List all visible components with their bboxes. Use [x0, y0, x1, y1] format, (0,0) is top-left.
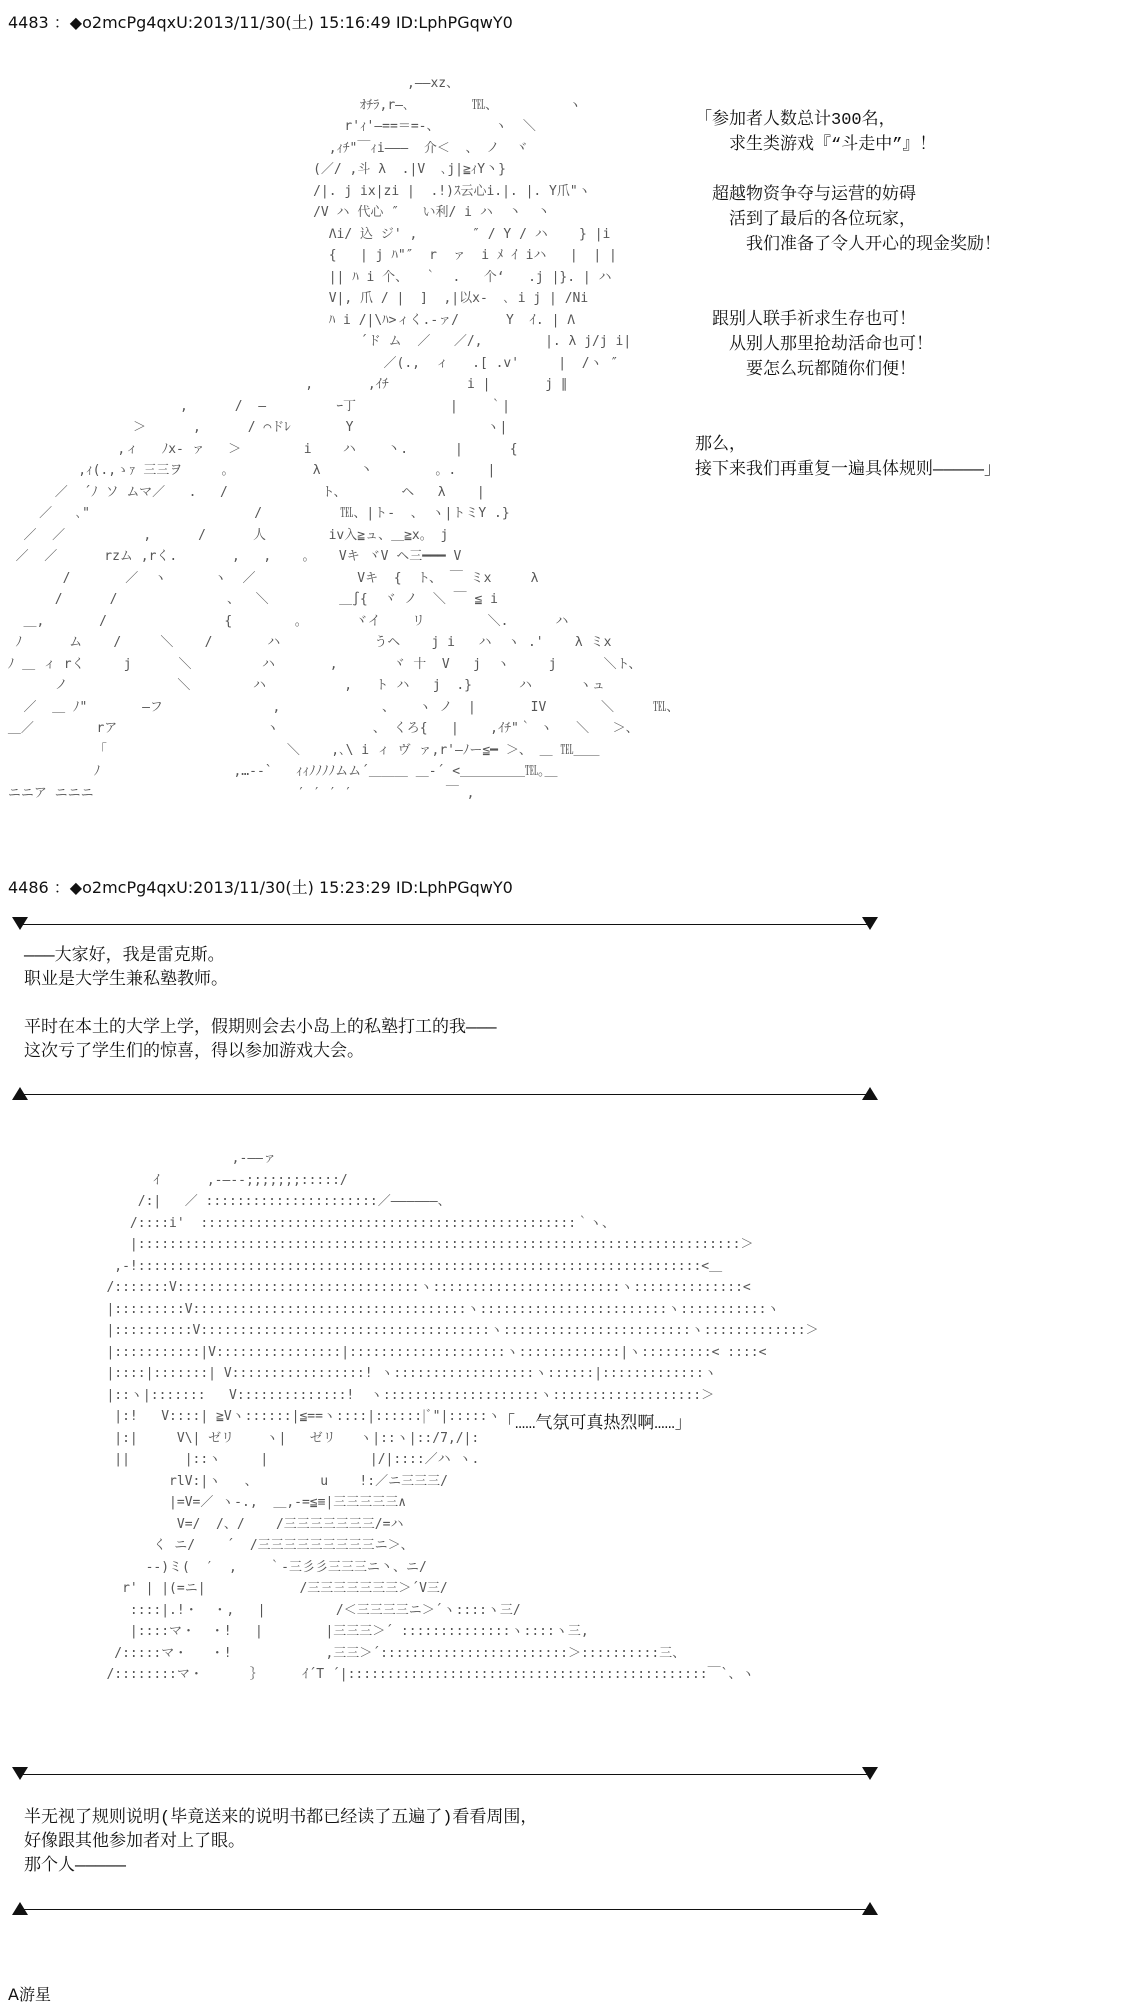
narration-look-around: 半无视了规则说明(毕竟送来的说明书都已经读了五遍了)看看周围， 好像跟其他参加者对上了眼。 那个人――――― [24, 1809, 538, 1876]
divider-bottom-2 [12, 1902, 878, 1916]
rex-dialogue: 「……气氛可真热烈啊……」 [498, 1415, 692, 1434]
divider-bottom [12, 1087, 878, 1101]
post-header-4486: 4486 ：◆o2mcPg4qxU:2013/11/30(土) 15:23:29 ID:LphPGqwY0 [8, 878, 513, 897]
ascii-art-figure-cloaked: ,――xz、 ｵﾁﾗ,r―､ ℡、 ヽ r'ｨ'―==＝=-、 ヽ ＼ ,ｨﾁ"￣ｨi――― 介＜ 、 ノ ヾ (／/ ,斗 λ .|V ､j|≧ｨY丶} /|. j ix|zi | .!)ｽ云心i.|. |. Y爪"ヽ /V ハ 代心 ″ い利/ i ハ 丶 丶 Λi/ 込 ジ' , ″ / Y / ハ } |i { | j ﾊ"″ r ァ i ﾒ ｲ iハ | | | || ﾊ i 个、 ｀ . 个‘ .j |}. | ハ V|, 爪 / | ] ,|以x- ､ i j | /Ni ﾊ i /|\ﾊ>ィく.-ァ/ Y ｲ. | Λ ´ド ム ／ ／/, |. λ j/j i| ／(., ィ .[ .v' | /ヽ ″ , ,ｲﾁ i | j ∥ , / ― ｰ丁 | ｀| ＞ , / ⌒ドﾚ Y ヽ| ,ィ ﾉx- ァ ＞ i ハ 丶. | { ,ｨ(.,ゝｧ 三三ヲ 。 λ 丶 。. | ／ ´ﾉ ソ ムマ／ . / ト、 ヘ λ | ／ ､" / ℡、|ト- 、 ヽ|トミY .} ／ ／ , / 人 iv入≧ュ、＿≧x。 j ／ ／ rzム ,rく. , , 。 Vキ ヾV ヘ三━━━ V / ／ ヽ ヽ ／ Vキ { ト、 ￣ ミx λ / / 、 ＼ ＿∫{ ヾ ノ ＼ ￣ ≦ i ＿, / { 。 ヾイ リ ＼. ハ ﾉ ム / ＼ / ハ うヘ j i ハ ヽ .' λ ミx ﾉ ＿ ィ rく j ＼ ハ , ヾ 十 V j ヽ j ＼ト、 ノ ＼ ハ , ト ハ j .} ハ ヽュ ／ ＿ ﾉ" ―フ , 、 ヽ ノ | IV ＼ ℡、 ＿／ rア ヽ 、 くろ{ | ,ｲﾁ"｀ ヽ ＼ ＞、 「 ＼ ,､\ i ィ ヴ ァ,r'―ﾉー≦━ ＞、 ＿ ℡＿＿ ﾉ ,…-‐` ｨｨﾉﾉﾉﾉムム´＿＿＿ ＿‐´ <＿＿＿＿＿℡｡＿ ニニア ニニニ ′ ′ ′ ′ ￣ , [7, 76, 680, 801]
post-header-4483: 4483 ：◆o2mcPg4qxU:2013/11/30(土) 15:16:49 ID:LphPGqwY0 [8, 13, 513, 32]
ascii-art-rex: ,-――ァ ｲ ,-―‐-;;;;;;;:::::/ /:| ／ ::::::::::::::::::::::／――――――、 /::::i' ::::::::::::::::::::::::::::::::::::::::::::::::｀ヽ、 |:::::::::::::::::::::::::::::::::::::::::::::::::::::::::::::::::::::::::::::＞ ,-!::::::::::::::::::::::::::::::::::::::::::::::::::::::::::::::::::::::::<＿ /:::::::V:::::::::::::::::::::::::::::::ヽ::::::::::::::::::::::::ヽ::::::::::::::< |:::::::::V:::::::::::::::::::::::::::::::::::ヽ::::::::::::::::::::::::ヽ:::::::::::ヽ |::::::::::V:::::::::::::::::::::::::::::::::::::ヽ::::::::::::::::::::::::ヽ:::::::::::::＞ |:::::::::::|V::::::::::::::::|::::::::::::::::::::ヽ:::::::::::::|ヽ:::::::::< ::::< |::::|:::::::| V:::::::::::::::::! ヽ::::::::::::::::::ヽ::::::|:::::::::::::ヽ |::ヽ|::::::: V::::::::::::::! ヽ::::::::::::::::::::ヽ:::::::::::::::::::＞ |:! V::::| ≧Vヽ::::::|≦==ヽ::::|::::::|ﾞ"|:::::ヽ |:| V\| ゼリ ヽ| ゼリ ヽ|::ヽ|::/7,/|: || |::ヽ | |/|::::／ハ ヽ. rlV:|ヽ 、 u !:／ニ三三三/ |=V=／ ヽ-., ＿,-=≦≡|三三三三三∧ V=/ /、/ /三三三三三三三/=ハ く ニ/ ´ /三三三三三三三三三ニ＞、 --)ミ( ′ , ｀-三彡彡三三三ニ丶、ニ/ r' | |(=ニ| /三三三三三三三＞´V三/ ::::|.!・ ・, | /＜三三三三ニ＞´ヽ::::ヽ三/ |::::マ・ ・! | |三三三＞´ ::::::::::::::ヽ::::ヽ三, /:::::マ・ ・! ,三三＞´::::::::::::::::::::::::＞::::::::::三、 /::::::::マ・ ｝ ｲ´T ´|::::::::::::::::::::::::::::::::::::::::::::::￣`、ヽ [106, 1151, 819, 1682]
post-header-next: A游星 [8, 1985, 51, 2004]
announcer-dialogue: 「参加者人数总计300名， 求生类游戏『“斗走中”』！ 超越物资争夺与运营的妨碍 活到了最后的各位玩家， 我们准备了令人开心的现金奖励！ 跟别人联手祈求生存也可！ 从别人那里抢劫活命也可！ 要怎么玩都随你们便！ 那么， 接下来我们再重复一遍具体规则―――――」 [695, 111, 1002, 480]
triangle-up-icon [862, 1902, 878, 1915]
divider-top [12, 917, 878, 931]
triangle-down-icon [862, 917, 878, 930]
divider-top-2 [12, 1767, 878, 1781]
triangle-up-icon [862, 1087, 878, 1100]
narration-intro: ―――大家好，我是雷克斯。 职业是大学生兼私塾教师。 平时在本土的大学上学，假期则会去小岛上的私塾打工的我――― 这次亏了学生们的惊喜，得以参加游戏大会。 [24, 947, 497, 1062]
triangle-down-icon [862, 1767, 878, 1780]
